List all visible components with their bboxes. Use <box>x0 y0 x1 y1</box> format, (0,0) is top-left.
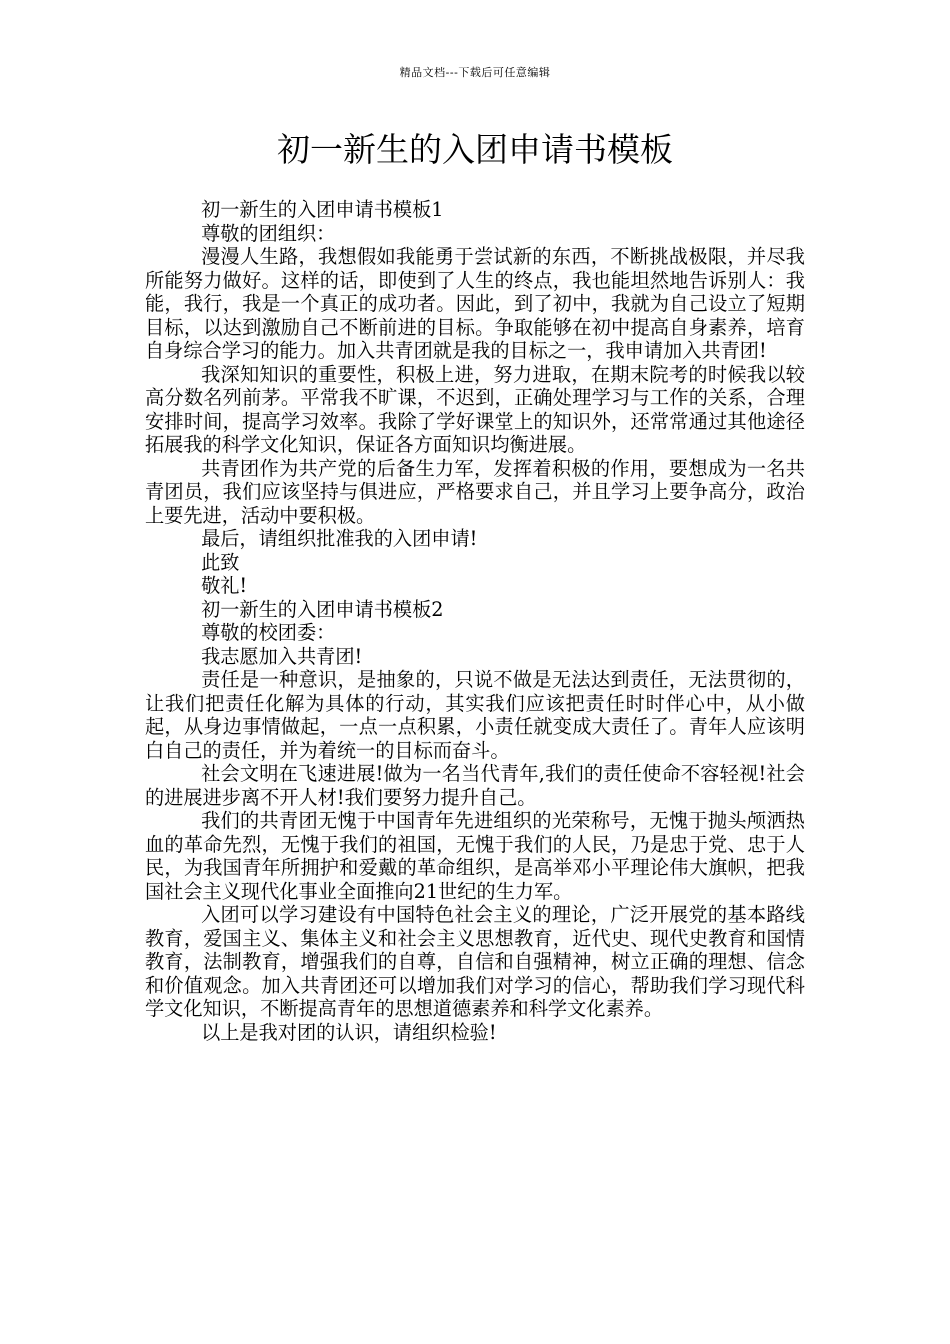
body-paragraph: 我志愿加入共青团! <box>201 644 363 668</box>
body-paragraph: 我们的共青团无愧于中国青年先进组织的光荣称号，无愧于抛头颅洒热血的革命先烈，无愧于我们的祖国，无愧于我们的人民，乃是忠于党、忠于人民，为我国青年所拥护和爱戴的革命组织，是高举邓小平理论伟大旗帜，把我国社会主义现代化事业全面推向21世纪的生力军。 <box>145 809 805 903</box>
salutation-1: 尊敬的团组织： <box>201 221 336 245</box>
template-1-heading: 初一新生的入团申请书模板1 <box>201 198 444 221</box>
closing-request: 最后，请组织批准我的入团申请! <box>201 527 478 550</box>
body-paragraph: 漫漫人生路，我想假如我能勇于尝试新的东西，不断挑战极限，并尽我所能努力做好。这样的话，即使到了人生的终点，我也能坦然地告诉别人：我能，我行，我是一个真正的成功者。因此，到了初中，我就为自己设立了短期目标，以达到激励自己不断前进的目标。争取能够在初中提高自身素养，培育自身综合学习的能力。加入共青团就是我的目标之一，我申请加入共青团! <box>145 245 805 362</box>
body-paragraph: 社会文明在飞速进展!做为一名当代青年,我们的责任使命不容轻视!社会的进展进步离不开人材!我们要努力提升自己。 <box>145 762 805 809</box>
salutation-2: 尊敬的校团委： <box>201 621 336 644</box>
body-paragraph: 共青团作为共产党的后备生力军，发挥着积极的作用，要想成为一名共青团员，我们应该坚持与俱进应，严格要求自己，并且学习上要争高分，政治上要先进，活动中要积极。 <box>145 456 805 527</box>
closing-jingli: 敬礼! <box>201 574 248 597</box>
body-paragraph: 以上是我对团的认识，请组织检验! <box>201 1020 497 1044</box>
body-paragraph: 责任是一种意识，是抽象的，只说不做是无法达到责任，无法贯彻的，让我们把责任化解为具体的行动，其实我们应该把责任时时伴心中，从小做起，从身边事情做起，一点一点积累，小责任就变成大责任了。青年人应该明白自己的责任，并为着统一的目标而奋斗。 <box>145 668 805 762</box>
document-title: 初一新生的入团申请书模板 <box>277 130 673 169</box>
template-2-heading: 初一新生的入团申请书模板2 <box>201 597 444 621</box>
document-body <box>145 198 805 1044</box>
body-paragraph: 我深知知识的重要性，积极上进，努力进取，在期末院考的时候我以较高分数名列前茅。平常我不旷课，不迟到，正确处理学习与工作的关系，合理安排时间，提高学习效率。我除了学好课堂上的知识外，还常常通过其他途径拓展我的科学文化知识，保证各方面知识均衡进展。 <box>145 362 805 456</box>
body-paragraph: 入团可以学习建设有中国特色社会主义的理论，广泛开展党的基本路线教育，爱国主义、集体主义和社会主义思想教育，近代史、现代史教育和国情教育，法制教育，增强我们的自尊，自信和自强精神，树立正确的理想、信念和价值观念。加入共青团还可以增加我们对学习的信心，帮助我们学习现代科学文化知识，不断提高青年的思想道德素养和科学文化素养。 <box>145 903 805 1020</box>
closing-cizhi: 此致 <box>201 550 240 574</box>
page-header: 精品文档---下载后可任意编辑 <box>399 66 551 79</box>
